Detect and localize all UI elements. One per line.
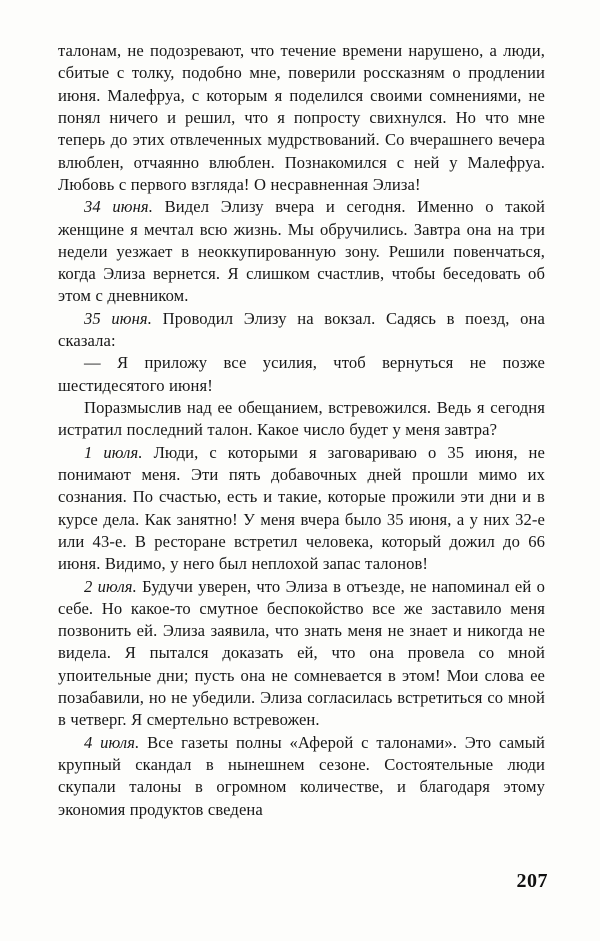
paragraph-text: Видел Элизу вчера и сегодня. Именно о такой женщине я мечтал всю жизнь. Мы обручились. Завтра она на три недели уезжает в неоккупированную зону. Решили повенчаться, когда Элиза вернется. Я слишком счастлив, чтобы беседовать об этом с дневником. xyxy=(58,197,545,306)
paragraph-text: Люди, с которыми я заговариваю о 35 июня, не понимают меня. Эти пять добавочных дней прошли мимо их сознания. По счастью, есть и такие, которые прожили эти дни и в курсе дела. Как занятно! У меня вчера было 35 июня, а у них 32-е или 43-е. В ресторане встретил человека, который дожил до 66 июня. Видимо, у него был неплохой запас талонов! xyxy=(58,442,546,574)
paragraph xyxy=(58,40,545,196)
diary-date-label: 1 июля. xyxy=(84,442,143,462)
diary-date-label: 4 июля. xyxy=(84,732,140,752)
paragraph xyxy=(58,308,545,353)
diary-date-label: 35 июня. xyxy=(84,308,152,328)
paragraph-text: Поразмыслив над ее обещанием, встревожился. Ведь я сегодня истратил последний талон. Какое число будет у меня завтра? xyxy=(58,398,545,440)
paragraph-text: — Я приложу все усилия, чтоб вернуться не позже шестидесятого июня! xyxy=(58,353,545,395)
paragraph xyxy=(58,732,545,821)
paragraph-text: талонам, не подозревают, что течение времени нарушено, а люди, сбитые с толку, подобно мне, поверили россказням о продлении июня. Малефруа, с которым я поделился своими сомнениями, не понял ничего и решил, что я попросту свихнулся. Но что мне теперь до этих отвлеченных мудрствований. Со вчерашнего вечера влюблен, отчаянно влюблен. Познакомился с ней у Малефруа. Любовь с первого взгляда! О несравненная Элиза! xyxy=(58,41,545,194)
paragraph-dialogue xyxy=(58,352,545,397)
diary-date-label: 2 июля. xyxy=(84,576,137,596)
paragraph xyxy=(58,442,545,576)
paragraph xyxy=(58,196,545,308)
paragraph-text: Будучи уверен, что Элиза в отъезде, не напоминал ей о себе. Но какое-то смутное беспокойство все же заставило меня позвонить ей. Элиза заявила, что знать меня не знает и никогда не видела. Я пытался доказать ей, что она провела со мной упоительные дни; пусть она не сомневается в этом! Мои слова ее позабавили, но не убедили. Элиза согласилась встретиться со мной в четверг. Я смертельно встревожен. xyxy=(58,576,545,730)
diary-date-label: 34 июня. xyxy=(84,197,153,217)
body-text-column xyxy=(58,40,545,821)
paragraph-text: Проводил Элизу на вокзал. Садясь в поезд, она сказала: xyxy=(58,308,545,351)
page-number: 207 xyxy=(516,870,548,892)
paragraph-text: Все газеты полны «Аферой с талонами». Это самый крупный скандал в нынешнем сезоне. Состоятельные люди скупали талоны в огромном количестве, и благодаря этому экономия продуктов сведена xyxy=(58,732,545,819)
paragraph xyxy=(58,397,545,442)
paragraph xyxy=(58,576,545,732)
